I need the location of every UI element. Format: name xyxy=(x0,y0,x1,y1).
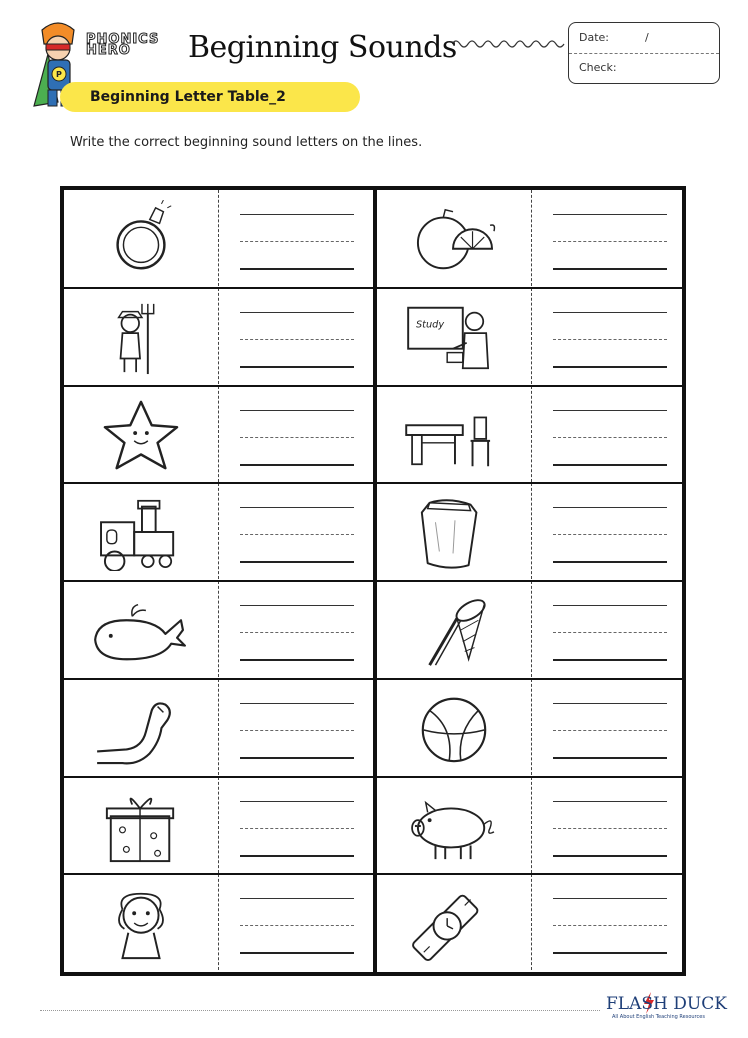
answer-writing-lines[interactable] xyxy=(240,801,354,861)
cell-dashed-divider xyxy=(531,483,532,579)
footer-divider xyxy=(40,1010,600,1011)
writing-line-bot xyxy=(553,561,667,563)
worksheet-cell xyxy=(377,679,686,775)
writing-line-top xyxy=(553,410,667,411)
cell-dashed-divider xyxy=(218,386,219,482)
worksheet-cell xyxy=(377,190,686,286)
worksheet-cell xyxy=(64,581,373,677)
writing-line-bot xyxy=(553,659,667,661)
date-label: Date: xyxy=(579,31,609,44)
worksheet-cell xyxy=(64,190,373,286)
squiggle-decoration-icon xyxy=(452,36,568,52)
instructions-text: Write the correct beginning sound letters on the lines. xyxy=(70,135,423,150)
teacher-at-board-icon xyxy=(399,298,509,376)
answer-writing-lines[interactable] xyxy=(553,898,667,958)
writing-line-top xyxy=(553,507,667,508)
writing-line-top xyxy=(553,898,667,899)
desk-and-chair-icon xyxy=(399,396,509,474)
writing-line-mid xyxy=(240,632,354,633)
writing-line-top xyxy=(553,703,667,704)
writing-line-mid xyxy=(240,828,354,829)
answer-writing-lines[interactable] xyxy=(553,410,667,470)
writing-line-top xyxy=(240,214,354,215)
cell-dashed-divider xyxy=(531,190,532,286)
pig-icon xyxy=(399,787,509,865)
arm-muscle-icon xyxy=(86,689,196,767)
writing-line-mid xyxy=(553,730,667,731)
cell-dashed-divider xyxy=(218,679,219,775)
writing-line-top xyxy=(240,703,354,704)
bag-icon xyxy=(399,493,509,571)
worksheet-subtitle: Beginning Letter Table_2 xyxy=(90,89,286,105)
beach-ball-icon xyxy=(399,689,509,767)
writing-line-top xyxy=(240,801,354,802)
cell-dashed-divider xyxy=(531,386,532,482)
writing-line-top xyxy=(240,312,354,313)
writing-line-bot xyxy=(240,757,354,759)
answer-writing-lines[interactable] xyxy=(240,703,354,763)
writing-line-top xyxy=(553,801,667,802)
writing-line-bot xyxy=(553,268,667,270)
girl-icon xyxy=(86,884,196,962)
worksheet-cell xyxy=(377,386,686,482)
writing-line-bot xyxy=(240,659,354,661)
ring-icon xyxy=(86,200,196,278)
answer-writing-lines[interactable] xyxy=(240,898,354,958)
writing-line-bot xyxy=(240,855,354,857)
watch-icon xyxy=(399,884,509,962)
writing-line-mid xyxy=(553,437,667,438)
writing-line-mid xyxy=(553,241,667,242)
cell-dashed-divider xyxy=(218,483,219,579)
logo-line1: PHONICS xyxy=(86,32,160,47)
cell-dashed-divider xyxy=(531,581,532,677)
flash-duck-tagline: All About English Teaching Resources xyxy=(612,1014,705,1020)
writing-line-bot xyxy=(240,268,354,270)
writing-line-top xyxy=(553,605,667,606)
orange-icon xyxy=(399,200,509,278)
worksheet-cell xyxy=(377,581,686,677)
writing-line-bot xyxy=(553,855,667,857)
train-icon xyxy=(86,493,196,571)
writing-line-bot xyxy=(240,464,354,466)
writing-line-bot xyxy=(553,757,667,759)
date-divider xyxy=(569,53,719,54)
flash-duck-logo: FLASH DUCK xyxy=(606,994,727,1014)
worksheet-cell xyxy=(64,679,373,775)
answer-writing-lines[interactable] xyxy=(240,410,354,470)
worksheet-cell xyxy=(64,386,373,482)
table-row-divider xyxy=(64,873,682,875)
writing-line-mid xyxy=(553,339,667,340)
writing-line-top xyxy=(240,507,354,508)
writing-line-mid xyxy=(240,534,354,535)
table-row-divider xyxy=(64,678,682,680)
answer-writing-lines[interactable] xyxy=(553,703,667,763)
worksheet-cell xyxy=(377,483,686,579)
worksheet-cell xyxy=(377,288,686,384)
table-row-divider xyxy=(64,580,682,582)
cell-dashed-divider xyxy=(218,874,219,970)
cell-dashed-divider xyxy=(218,777,219,873)
writing-line-top xyxy=(553,214,667,215)
answer-writing-lines[interactable] xyxy=(240,507,354,567)
writing-line-mid xyxy=(553,632,667,633)
writing-line-mid xyxy=(240,241,354,242)
table-row-divider xyxy=(64,776,682,778)
writing-line-top xyxy=(240,898,354,899)
writing-line-bot xyxy=(553,464,667,466)
cell-dashed-divider xyxy=(218,288,219,384)
writing-line-top xyxy=(553,312,667,313)
date-check-box xyxy=(568,22,720,84)
net-icon xyxy=(399,591,509,669)
whale-icon xyxy=(86,591,196,669)
logo-line2: HERO xyxy=(86,43,131,58)
cell-dashed-divider xyxy=(531,679,532,775)
cell-dashed-divider xyxy=(531,874,532,970)
worksheet-cell xyxy=(64,874,373,970)
svg-text:Study: Study xyxy=(415,319,445,330)
writing-line-bot xyxy=(240,561,354,563)
answer-writing-lines[interactable] xyxy=(553,507,667,567)
writing-line-bot xyxy=(240,952,354,954)
writing-line-mid xyxy=(240,339,354,340)
answer-writing-lines[interactable] xyxy=(240,605,354,665)
writing-line-mid xyxy=(553,925,667,926)
answer-writing-lines[interactable] xyxy=(553,801,667,861)
answer-writing-lines[interactable] xyxy=(240,312,354,372)
table-row-divider xyxy=(64,287,682,289)
writing-line-mid xyxy=(553,534,667,535)
worksheet-cell xyxy=(377,874,686,970)
worksheet-table xyxy=(60,186,686,976)
svg-text:P: P xyxy=(56,70,62,79)
writing-line-mid xyxy=(240,925,354,926)
check-label: Check: xyxy=(579,61,617,74)
cell-dashed-divider xyxy=(218,581,219,677)
worksheet-cell xyxy=(64,777,373,873)
answer-writing-lines[interactable] xyxy=(240,214,354,274)
writing-line-bot xyxy=(553,366,667,368)
farmer-with-pitchfork-icon xyxy=(86,298,196,376)
cell-dashed-divider xyxy=(531,777,532,873)
phonics-hero-logo xyxy=(86,34,159,56)
answer-writing-lines[interactable] xyxy=(553,214,667,274)
page-title: Beginning Sounds xyxy=(188,30,457,65)
answer-writing-lines[interactable] xyxy=(553,312,667,372)
answer-writing-lines[interactable] xyxy=(553,605,667,665)
worksheet-cell xyxy=(64,483,373,579)
cell-dashed-divider xyxy=(218,190,219,286)
date-separator: / xyxy=(645,31,649,44)
gift-box-icon xyxy=(86,787,196,865)
writing-line-mid xyxy=(240,730,354,731)
writing-line-mid xyxy=(553,828,667,829)
worksheet-cell xyxy=(377,777,686,873)
writing-line-bot xyxy=(240,366,354,368)
writing-line-top xyxy=(240,605,354,606)
table-row-divider xyxy=(64,482,682,484)
writing-line-bot xyxy=(553,952,667,954)
cell-dashed-divider xyxy=(531,288,532,384)
star-icon xyxy=(86,396,196,474)
table-row-divider xyxy=(64,385,682,387)
writing-line-top xyxy=(240,410,354,411)
worksheet-cell xyxy=(64,288,373,384)
writing-line-mid xyxy=(240,437,354,438)
